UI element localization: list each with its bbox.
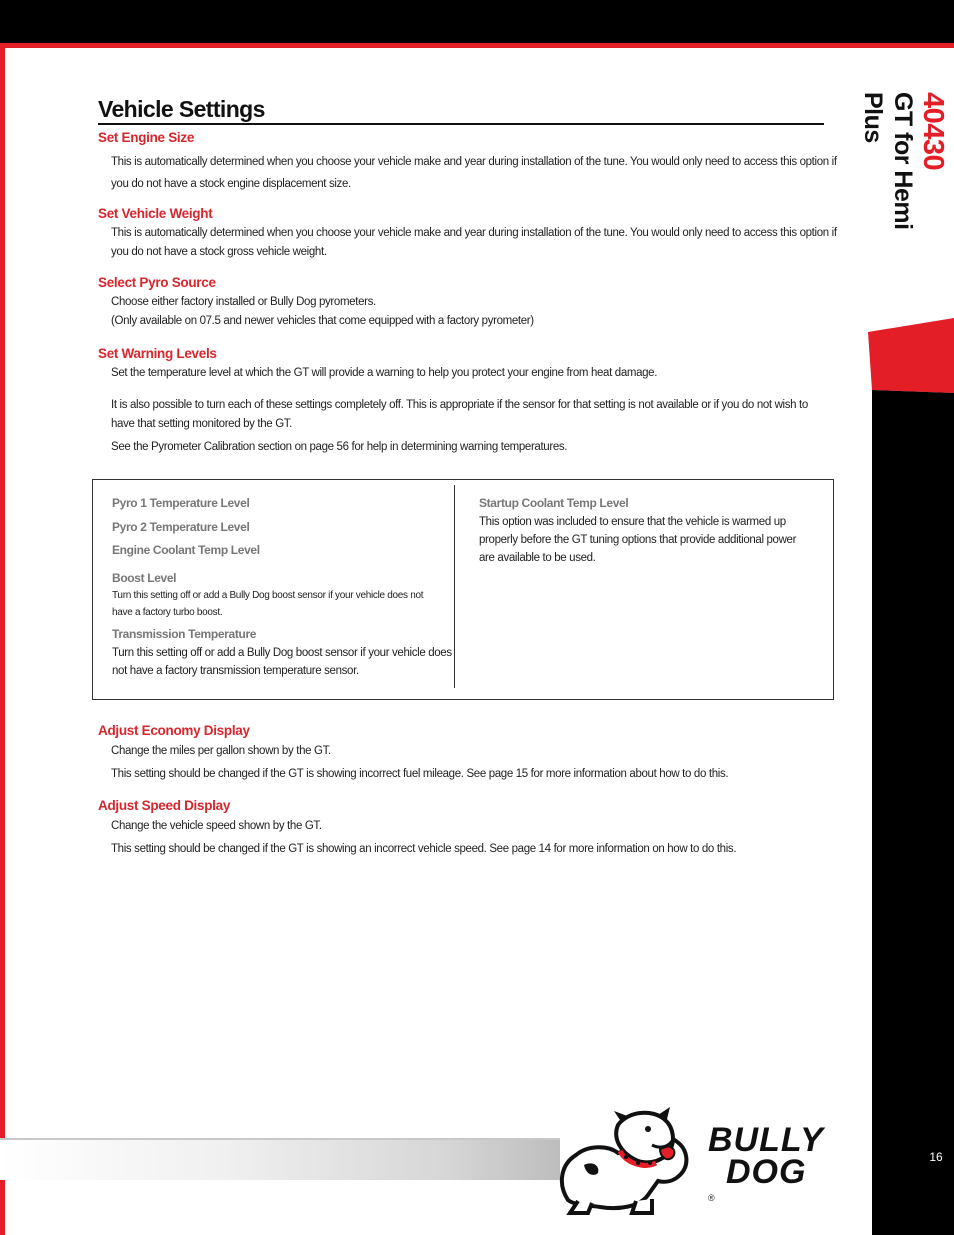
side-tab-title [859, 92, 949, 282]
header-bar [0, 0, 954, 43]
section-paragraph: Set the temperature level at which the GT will provide a warning to help you protect your engine from heat damage. [111, 367, 658, 379]
section-heading: Adjust Speed Display [98, 798, 231, 813]
section-adjust-economy-display [98, 722, 838, 784]
section-paragraph: This is automatically determined when you choose your vehicle make and year during installation of the tune. You would only need to access this option if you do not have a stock gross vehicle weight. [111, 227, 837, 258]
section-paragraph: Choose either factory installed or Bully Dog pyrometers. [111, 296, 376, 308]
registered-mark: ® [708, 1193, 715, 1203]
section-paragraph: This setting should be changed if the GT is showing incorrect fuel mileage. See page 15 for more information about how to do this. [111, 768, 729, 780]
logo-text-line1: BULLY [708, 1121, 824, 1159]
footer-gradient-bar [0, 1138, 560, 1180]
box-divider [454, 485, 455, 688]
setting-pyro1-label: Pyro 1 Temperature Level [112, 496, 250, 510]
bulldog-mascot-icon [548, 1105, 708, 1215]
logo-text-line2: DOG [726, 1153, 807, 1191]
section-heading: Adjust Economy Display [98, 723, 250, 738]
warning-box-left-column [112, 494, 452, 680]
setting-transmission-desc: Turn this setting off or add a Bully Dog boost sensor if your vehicle does not have a factory transmission temperature sensor. [112, 647, 452, 677]
setting-transmission-label: Transmission Temperature [112, 627, 257, 641]
section-paragraph: This is automatically determined when you choose your vehicle make and year during installation of the tune. You would only need to access this option if you do not have a stock engine displacement size. [111, 156, 837, 190]
section-heading: Select Pyro Source [98, 275, 216, 290]
section-set-vehicle-weight [98, 205, 838, 262]
section-heading: Set Engine Size [98, 130, 195, 145]
part-number: 40430 [917, 92, 949, 171]
setting-pyro2-label: Pyro 2 Temperature Level [112, 520, 250, 534]
section-select-pyro-source [98, 274, 838, 331]
section-paragraph: It is also possible to turn each of these settings completely off. This is appropriate if the sensor for that setting is not available or if you do not wish to have that setting monitored by the GT. [111, 399, 808, 430]
footer-bar-edge [0, 1138, 560, 1140]
main-content [98, 95, 838, 457]
page-title: Vehicle Settings [98, 95, 824, 125]
setting-startup-coolant-label: Startup Coolant Temp Level [479, 496, 629, 510]
section-paragraph: (Only available on 07.5 and newer vehicles that come equipped with a factory pyrometer) [111, 315, 534, 327]
setting-startup-coolant-desc: This option was included to ensure that the vehicle is warmed up properly before the GT tuning options that provide additional power are available to be used. [479, 516, 797, 564]
section-paragraph: Change the vehicle speed shown by the GT. [111, 820, 322, 832]
left-red-stripe [0, 43, 5, 1235]
section-set-warning-levels [98, 345, 838, 457]
section-set-engine-size [98, 129, 838, 195]
setting-coolant-label: Engine Coolant Temp Level [112, 543, 260, 557]
page-number: 16 [929, 1150, 943, 1164]
header-red-stripe [0, 43, 954, 48]
section-heading: Set Warning Levels [98, 346, 217, 361]
section-paragraph: Change the miles per gallon shown by the GT. [111, 745, 331, 757]
setting-boost-label: Boost Level [112, 571, 177, 585]
section-adjust-speed-display [98, 797, 838, 859]
section-heading: Set Vehicle Weight [98, 206, 213, 221]
bully-dog-logo [548, 1105, 838, 1235]
section-paragraph: This setting should be changed if the GT is showing an incorrect vehicle speed. See page 14 for more information on how to do this. [111, 843, 737, 855]
setting-boost-desc: Turn this setting off or add a Bully Dog boost sensor if your vehicle does not have a factory turbo boost. [112, 590, 424, 618]
product-name: GT for Hemi Plus [859, 92, 917, 230]
main-content-lower [98, 722, 838, 859]
section-paragraph: See the Pyrometer Calibration section on page 56 for help in determining warning temperatures. [111, 441, 568, 453]
warning-box-right-column [479, 494, 809, 567]
